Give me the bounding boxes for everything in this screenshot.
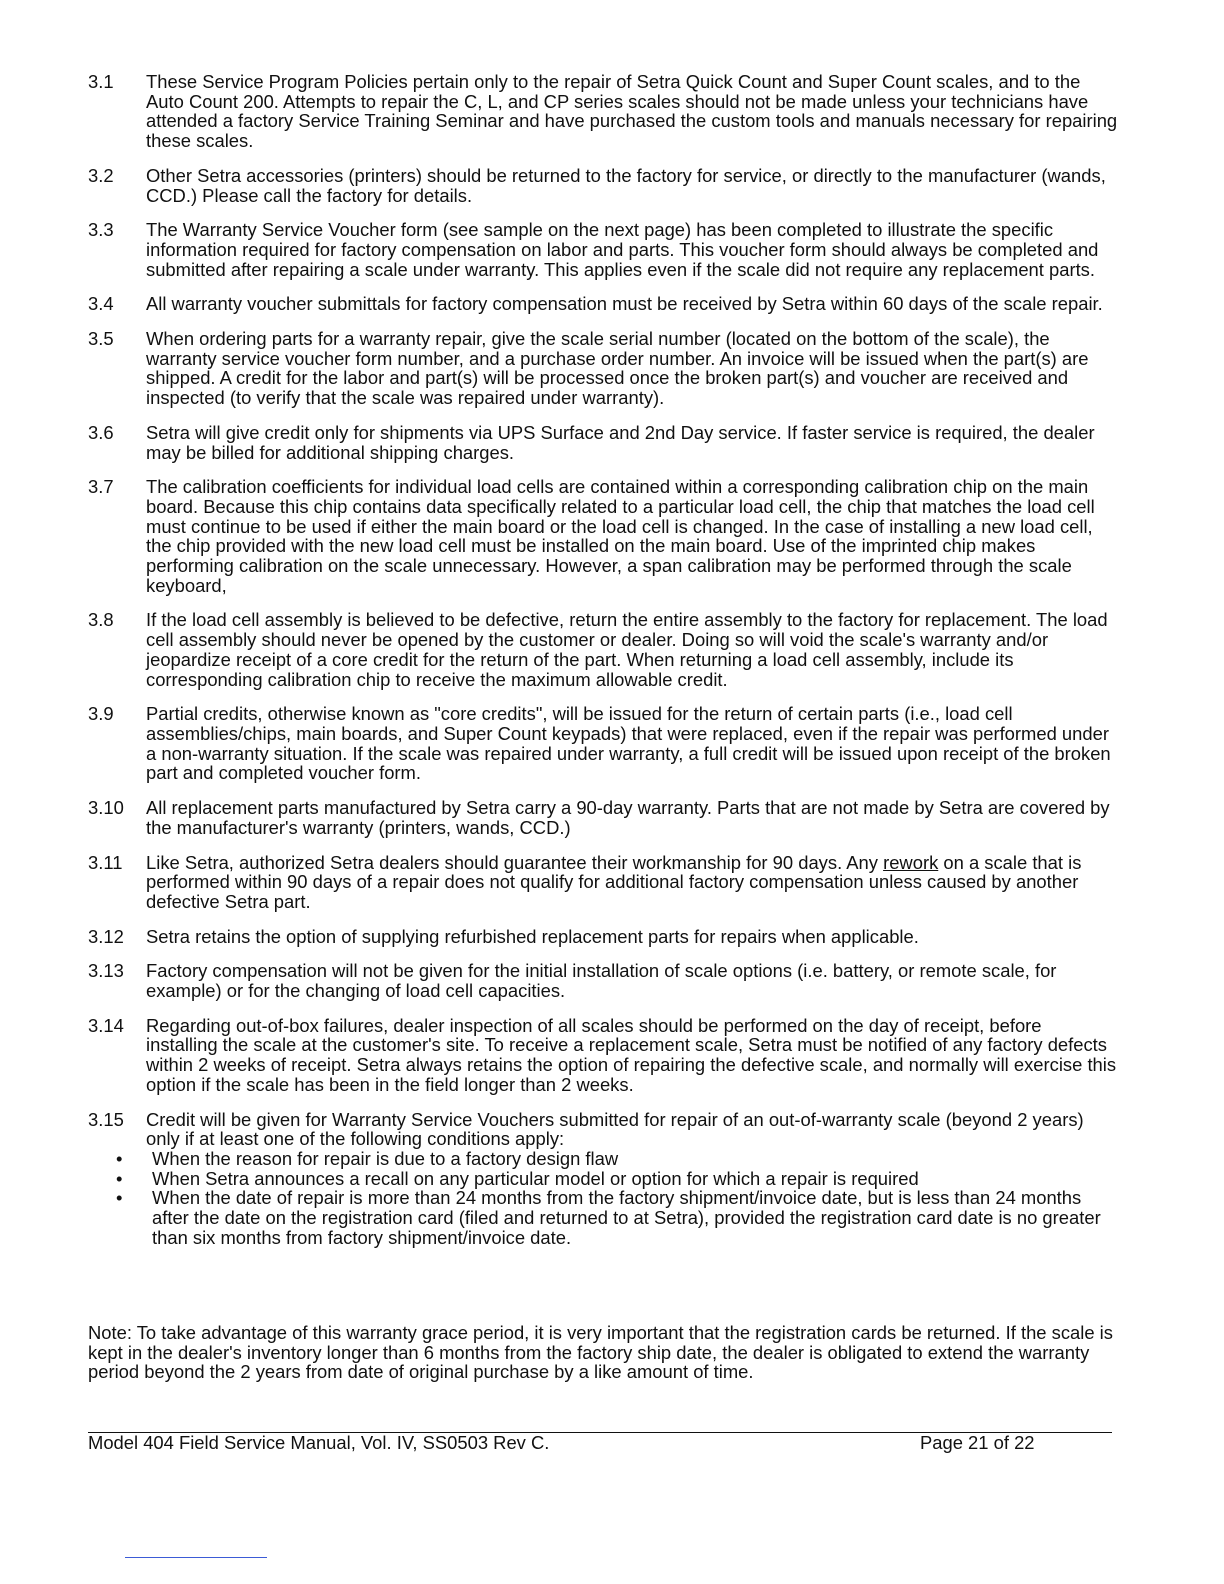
policy-number: 3.2 bbox=[88, 164, 114, 186]
page-number: Page 21 of 22 bbox=[920, 1432, 1035, 1453]
policy-number: 3.4 bbox=[88, 293, 114, 315]
policy-text: Regarding out-of-box failures, dealer inspection of all scales should be performed on the day of receipt, before installing the scale at the customer's site. To receive a replacement scale, Setra must be notified of any factory defects within 2 weeks of receipt. Setra always retains the option of repairing the defective scale, and normally will exercise this option if the scale has been in the field longer than 2 weeks. bbox=[146, 1014, 1117, 1095]
policy-number: 3.15 bbox=[88, 1108, 124, 1130]
policy-text: Credit will be given for Warranty Service Vouchers submitted for repair of an out-of-warranty scale (beyond 2 years) only if at least one of the following conditions apply: bbox=[146, 1108, 1084, 1150]
policy-item bbox=[88, 961, 1118, 1000]
policy-number: 3.6 bbox=[88, 421, 114, 443]
policy-number: 3.9 bbox=[88, 703, 114, 725]
policy-number: 3.13 bbox=[88, 960, 124, 982]
policy-text: All replacement parts manufactured by Setra carry a 90-day warranty. Parts that are not made by Setra are covered by the manufacturer's warranty (printers, wands, CCD.) bbox=[146, 797, 1110, 838]
condition-item: • When the date of repair is more than 24 months from the factory shipment/invoice date, but is less than 24 months after the date on the registration card (filed and returned to at Setra), provided the registration card date is no greater than six months from factory shipment/invoice date. bbox=[88, 1188, 1118, 1247]
policy-item bbox=[88, 798, 1118, 837]
policy-number: 3.1 bbox=[88, 71, 114, 92]
policy-text: Factory compensation will not be given for the initial installation of scale options (i.e. battery, or remote scale, for example) or for the changing of load cell capacities. bbox=[146, 960, 1057, 1002]
policy-number: 3.5 bbox=[88, 328, 114, 350]
policy-number: 3.14 bbox=[88, 1014, 124, 1036]
underlined-word-rework: rework bbox=[883, 851, 939, 873]
condition-item: • When the reason for repair is due to a factory design flaw bbox=[88, 1149, 1118, 1169]
policy-item bbox=[88, 72, 1118, 151]
policy-number: 3.7 bbox=[88, 476, 114, 498]
policy-item bbox=[88, 927, 1118, 947]
policy-item bbox=[88, 853, 1118, 912]
policy-list bbox=[88, 72, 1118, 1247]
policy-text: All warranty voucher submittals for factory compensation must be received by Setra within 60 days of the scale repair. bbox=[146, 293, 1103, 315]
policy-number: 3.3 bbox=[88, 219, 114, 241]
manual-title: Model 404 Field Service Manual, Vol. IV, SS0503 Rev C. bbox=[88, 1432, 550, 1453]
policy-text: If the load cell assembly is believed to be defective, return the entire assembly to the factory for replacement. The load cell assembly should never be opened by the customer or dealer. Doing so will void the scale's warranty and/or jeopardize receipt of a core credit for the return of the part. When returning a load cell assembly, include its corresponding calibration chip to receive the maximum allowable credit. bbox=[146, 609, 1108, 690]
policy-item bbox=[88, 1110, 1118, 1149]
policy-item bbox=[88, 477, 1118, 595]
policy-text: The Warranty Service Voucher form (see sample on the next page) has been completed to illustrate the specific information required for factory compensation on labor and parts. This voucher form should always be completed and submitted after repairing a scale under warranty. This applies even if the scale did not require any replacement parts. bbox=[146, 219, 1099, 280]
policy-item bbox=[88, 329, 1118, 408]
condition-item: • When Setra announces a recall on any particular model or option for which a repair is required bbox=[88, 1169, 1118, 1189]
policy-item bbox=[88, 1016, 1118, 1095]
policy-item bbox=[88, 423, 1118, 462]
policy-text-after: on a scale that is performed within 90 days of a repair does not qualify for additional factory compensation unless caused by another defective Setra part. bbox=[146, 851, 1082, 912]
decorative-line bbox=[125, 1557, 267, 1558]
policy-text-before: Like Setra, authorized Setra dealers should guarantee their workmanship for 90 days. Any bbox=[146, 851, 884, 873]
policy-text: Setra retains the option of supplying refurbished replacement parts for repairs when applicable. bbox=[146, 925, 919, 947]
page-footer bbox=[88, 1433, 1112, 1457]
policy-text: These Service Program Policies pertain only to the repair of Setra Quick Count and Super Count scales, and to the Auto Count 200. Attempts to repair the C, L, and CP series scales should not be made unless your technicians have attended a factory Service Training Seminar and have purchased the custom tools and manuals necessary for repairing these scales. bbox=[146, 71, 1118, 152]
policy-item bbox=[88, 610, 1118, 689]
policy-text bbox=[146, 853, 1118, 912]
policy-text: When ordering parts for a warranty repair, give the scale serial number (located on the bottom of the scale), the warranty service voucher form number, and a purchase order number. An invoice will be issued when the part(s) are shipped. A credit for the labor and part(s) will be processed once the broken part(s) and voucher are received and inspected (to verify that the scale was repaired under warranty). bbox=[146, 328, 1089, 409]
policy-item bbox=[88, 294, 1118, 314]
policy-text: Setra will give credit only for shipments via UPS Surface and 2nd Day service. If faster service is required, the dealer may be billed for additional shipping charges. bbox=[146, 421, 1095, 463]
policy-item bbox=[88, 220, 1118, 279]
policy-item bbox=[88, 166, 1118, 205]
policy-text: Partial credits, otherwise known as "core credits", will be issued for the return of certain parts (i.e., load cell assemblies/chips, main boards, and Super Count keypads) that were replaced, even if the repair was performed under a non-warranty situation. If the scale was repaired under warranty, a full credit will be issued upon receipt of the broken part and completed voucher form. bbox=[146, 703, 1111, 784]
policy-number: 3.11 bbox=[88, 851, 123, 873]
condition-list bbox=[88, 1149, 1118, 1248]
policy-number: 3.8 bbox=[88, 609, 114, 631]
policy-number: 3.12 bbox=[88, 925, 124, 947]
policy-item bbox=[88, 704, 1118, 783]
policy-number: 3.10 bbox=[88, 797, 124, 819]
policy-text: The calibration coefficients for individual load cells are contained within a corresponding calibration chip on the main board. Because this chip contains data specifically related to a particular load cell, the chip that matches the load cell must continue to be used if either the main board or the load cell is changed. In the case of installing a new load cell, the chip provided with the new load cell must be installed on the main board. Use of the imprinted chip makes performing calibration on the scale unnecessary. However, a span calibration may be performed through the scale keyboard, bbox=[146, 476, 1095, 596]
note-paragraph: Note: To take advantage of this warranty grace period, it is very important that the registration cards be returned. If the scale is kept in the dealer's inventory longer than 6 months from the factory ship date, the dealer is obligated to extend the warranty period beyond the 2 years from date of original purchase by a like amount of time. bbox=[88, 1322, 1113, 1383]
policy-text: Other Setra accessories (printers) should be returned to the factory for service, or directly to the manufacturer (wands, CCD.) Please call the factory for details. bbox=[146, 164, 1106, 206]
